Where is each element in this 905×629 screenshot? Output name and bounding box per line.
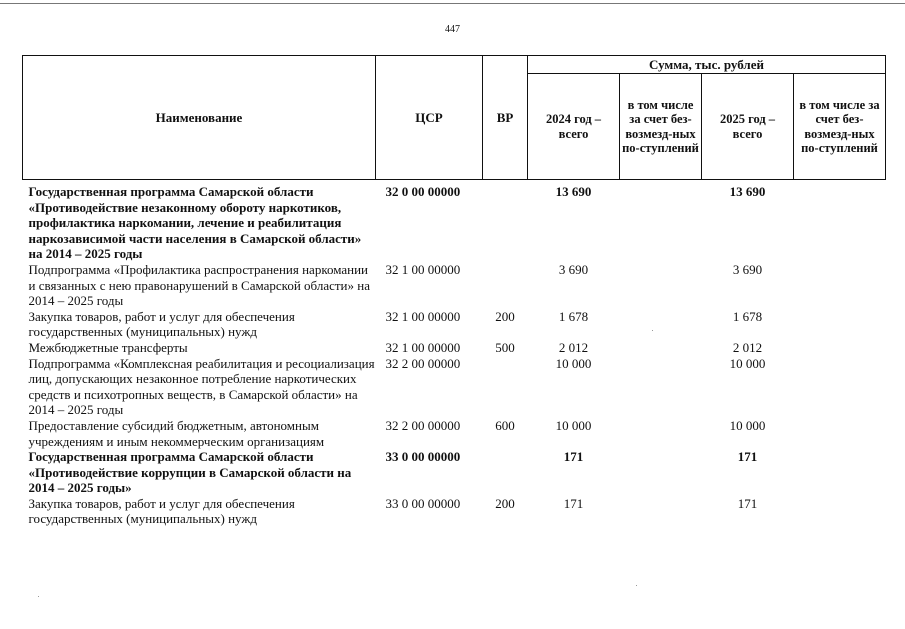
csr-cell: 32 2 00 00000 [385,417,461,433]
name-cell: Межбюджетные трансферты [28,339,188,355]
table-row [23,262,886,309]
csr-cell: 32 1 00 00000 [385,339,461,355]
page-number: 447 [445,24,460,35]
table-row [23,309,886,340]
gratuitous-2024-cell [620,356,702,418]
budget-table [22,55,886,527]
total-2024-cell: 10 000 [555,417,592,433]
table-row [23,496,886,527]
header-sum-group: Сумма, тыс. рублей [528,56,886,74]
program-row [23,449,886,496]
gratuitous-2025-cell [794,449,886,496]
gratuitous-2024-cell [620,340,702,356]
csr-cell: 32 1 00 00000 [385,308,461,324]
scan-speck [652,330,653,331]
scan-speck [636,585,637,586]
vr-cell [483,449,528,496]
gratuitous-2024-cell [620,180,702,262]
total-2024-cell: 2 012 [558,339,589,355]
total-2024-cell: 10 000 [555,355,592,371]
total-2025-cell: 1 678 [732,308,763,324]
page-top-rule [0,3,905,4]
gratuitous-2024-cell [620,262,702,309]
csr-cell: 33 0 00 00000 [385,449,461,465]
scan-speck [38,596,39,597]
vr-cell [483,180,528,262]
gratuitous-2024-cell [620,309,702,340]
table-row [23,340,886,356]
csr-cell: 32 0 00 00000 [385,184,461,199]
total-2025-cell: 3 690 [732,261,763,277]
name-cell: Подпрограмма «Профилактика распространения наркомании и связанных с нею правонарушений в Самарской области» на 2014 – 2025 годы [28,261,370,309]
table-row [23,356,886,418]
table-body [23,180,886,528]
gratuitous-2025-cell [794,356,886,418]
header-gratuitous-2024: в том числе за счет без-возмезд-ных по-ступлений [620,74,702,180]
name-cell: Закупка товаров, работ и услуг для обеспечения государственных (муниципальных) нужд [28,308,295,340]
name-cell: Государственная программа Самарской области «Противодействие незаконному обороту наркотиков, профилактика наркомании, лечение и реабилитация наркозависимой части населения в Самарской области» на 2014 – 2025 годы [28,184,362,262]
name-cell: Предоставление субсидий бюджетным, автономным учреждениям и иным некоммерческим организациям [28,417,325,449]
gratuitous-2024-cell [620,418,702,449]
program-row [23,180,886,262]
header-csr: ЦСР [376,56,483,180]
vr-cell [483,262,528,309]
total-2025-cell: 171 [737,495,758,511]
gratuitous-2025-cell [794,262,886,309]
name-cell: Подпрограмма «Комплексная реабилитация и ресоциализация лиц, допускающих незаконное потребление наркотических средств и психотропных веществ, в Самарской области» на 2014 – 2025 годы [28,355,375,418]
csr-cell: 33 0 00 00000 [385,495,461,511]
csr-cell: 32 2 00 00000 [385,355,461,371]
vr-cell [483,356,528,418]
total-2025-cell: 171 [737,449,758,465]
total-2025-cell: 10 000 [729,355,766,371]
name-cell: Государственная программа Самарской области «Противодействие коррупции в Самарской области на 2014 – 2025 годы» [28,449,352,496]
vr-cell: 500 [495,339,515,355]
name-cell: Закупка товаров, работ и услуг для обеспечения государственных (муниципальных) нужд [28,495,295,527]
total-2024-cell: 171 [563,495,584,511]
vr-cell: 600 [495,417,515,433]
vr-cell: 200 [495,308,515,324]
header-total-2024: 2024 год – всего [528,74,620,180]
header-total-2025: 2025 год – всего [702,74,794,180]
table-row [23,418,886,449]
gratuitous-2025-cell [794,180,886,262]
gratuitous-2024-cell [620,449,702,496]
csr-cell: 32 1 00 00000 [385,261,461,277]
header-vr: ВР [483,56,528,180]
total-2025-cell: 10 000 [729,417,766,433]
gratuitous-2025-cell [794,496,886,527]
total-2024-cell: 13 690 [555,184,592,199]
total-2024-cell: 3 690 [558,261,589,277]
vr-cell: 200 [495,495,515,511]
header-name: Наименование [23,56,376,180]
header-gratuitous-2025: в том числе за счет без-возмезд-ных по-ступлений [794,74,886,180]
gratuitous-2025-cell [794,309,886,340]
total-2024-cell: 1 678 [558,308,589,324]
gratuitous-2025-cell [794,340,886,356]
gratuitous-2024-cell [620,496,702,527]
total-2025-cell: 13 690 [729,184,766,199]
total-2025-cell: 2 012 [732,339,763,355]
total-2024-cell: 171 [563,449,584,465]
gratuitous-2025-cell [794,418,886,449]
